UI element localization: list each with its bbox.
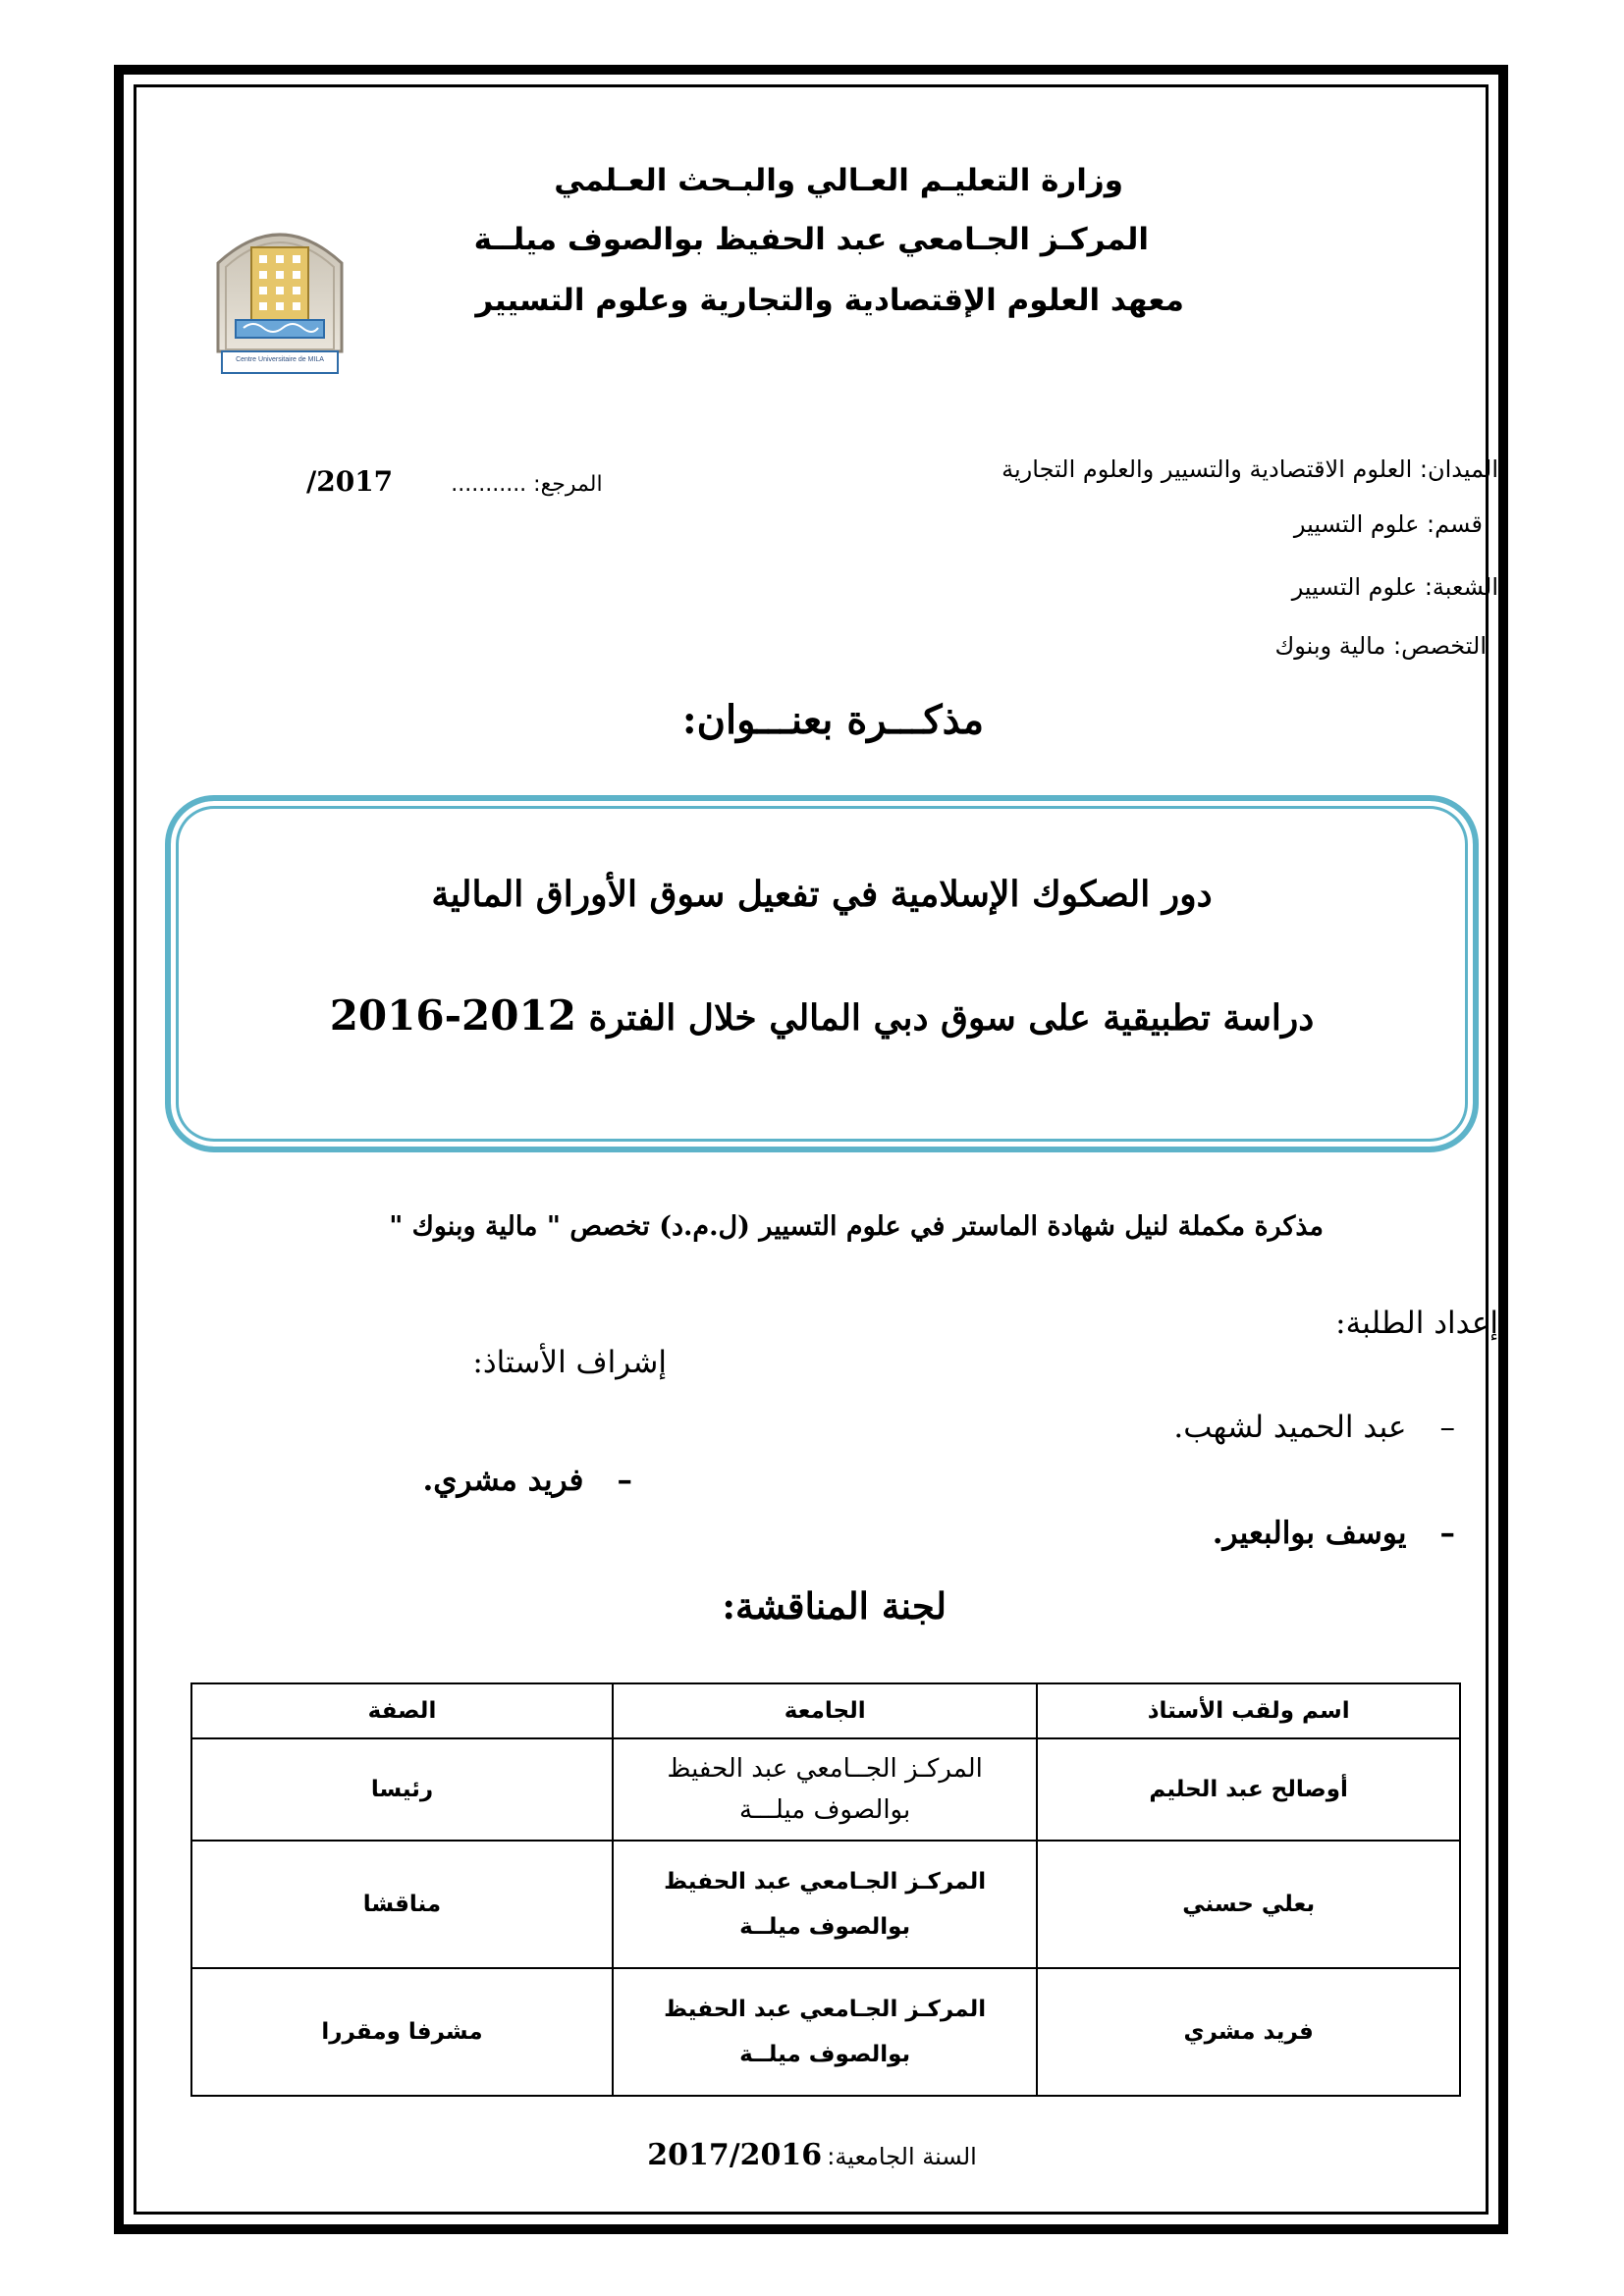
- student-name: عبد الحميد لشهب.: [1173, 1410, 1407, 1445]
- ministry-name: وزارة التعليـم العـالي والبـحث العـلمي: [554, 163, 1123, 198]
- member-role: مناقشا: [191, 1841, 613, 1968]
- reference-line: [306, 465, 603, 498]
- reference-label: المرجع: ...........: [451, 472, 603, 497]
- academic-year-label: السنة الجامعية:: [827, 2143, 977, 2170]
- table-header-row: [191, 1683, 1460, 1738]
- supervisor-name: فريد مشري.: [422, 1463, 584, 1498]
- university-line: المركـز الجـامعي عبد الحفيظ: [664, 1869, 987, 1895]
- supervisor-label: إشراف الأستاذ:: [472, 1345, 667, 1380]
- member-role: مشرفا ومقررا: [191, 1968, 613, 2096]
- memo-heading: مذكـــرة بعنـــوان:: [681, 697, 984, 743]
- university-line: المركـز الجــامعي عبد الحفيظ: [667, 1754, 983, 1784]
- thesis-subtitle: [165, 991, 1479, 1040]
- table-row: [191, 1738, 1460, 1841]
- field-line: الميدان: العلوم الاقتصادية والتسيير والعلوم التجارية: [1001, 455, 1498, 483]
- member-university: [613, 1841, 1037, 1968]
- degree-description: مذكرة مكملة لنيل شهادة الماستر في علوم التسيير (ل.م.د) تخصص " مالية وبنوك ": [389, 1211, 1324, 1242]
- committee-heading: لجنة المناقشة:: [722, 1584, 947, 1628]
- institute-name: معهد العلوم الإقتصادية والتجارية وعلوم التسيير: [475, 283, 1184, 318]
- header-role: الصفة: [191, 1683, 613, 1738]
- department-line: قسم: علوم التسيير: [1293, 510, 1483, 538]
- university-building-icon: [208, 204, 352, 381]
- bullet-dash: –: [617, 1463, 632, 1498]
- header-university: الجامعة: [613, 1683, 1037, 1738]
- reference-year: /2017: [306, 465, 394, 498]
- member-university: [613, 1968, 1037, 2096]
- member-name: أوصالح عبد الحليم: [1037, 1738, 1460, 1841]
- specialty-line: التخصص: مالية وبنوك: [1274, 632, 1487, 660]
- member-name: فريد مشري: [1037, 1968, 1460, 2096]
- university-logo: [208, 204, 352, 381]
- student-name: يوسف بوالبعير.: [1212, 1516, 1407, 1551]
- university-line: المركـز الجـامعي عبد الحفيظ: [664, 1997, 987, 2022]
- academic-year-value: 2017/2016: [647, 2138, 823, 2172]
- bullet-dash: –: [1439, 1516, 1455, 1551]
- thesis-title: دور الصكوك الإسلامية في تفعيل سوق الأوراق المالية: [431, 874, 1213, 915]
- logo-caption: Centre Universitaire de MILA: [236, 356, 324, 363]
- university-line: بوالصوف ميلــة: [739, 1914, 911, 1940]
- university-line: بوالصوف ميلــة: [739, 2042, 911, 2067]
- member-university: [613, 1738, 1037, 1841]
- thesis-period: 2016-2012: [329, 991, 576, 1040]
- university-center-name: المركـز الجـامعي عبد الحفيظ بوالصوف ميلــة: [473, 222, 1149, 257]
- thesis-subtitle-text: دراسة تطبيقية على سوق دبي المالي خلال الفترة: [588, 997, 1315, 1039]
- university-line: بوالصوف ميلـــة: [739, 1795, 911, 1825]
- supervisor-item: [422, 1463, 632, 1498]
- branch-line: الشعبة: علوم التسيير: [1291, 573, 1498, 601]
- member-name: بعلي حسني: [1037, 1841, 1460, 1968]
- title-box: [165, 795, 1479, 1152]
- academic-year-line: [0, 2138, 1624, 2172]
- table-row: [191, 1841, 1460, 1968]
- student-item: [1173, 1410, 1455, 1445]
- header-name: اسم ولقب الأستاذ: [1037, 1683, 1460, 1738]
- committee-table: [190, 1682, 1461, 2097]
- students-label: إعداد الطلبة:: [1335, 1306, 1498, 1341]
- bullet-dash: –: [1439, 1410, 1455, 1445]
- member-role: رئيسا: [191, 1738, 613, 1841]
- table-row: [191, 1968, 1460, 2096]
- student-item: [1213, 1516, 1455, 1551]
